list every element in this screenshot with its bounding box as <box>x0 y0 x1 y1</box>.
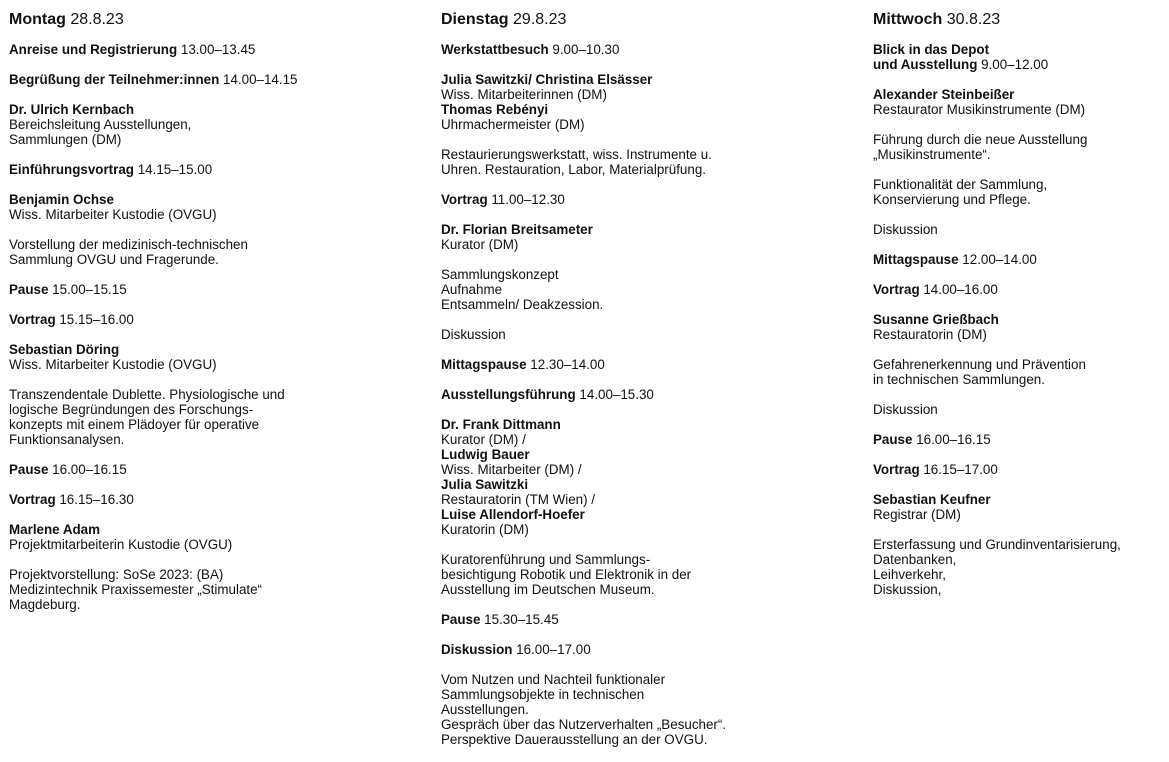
program-line <box>441 492 861 507</box>
program-line-text: 14.00–15.30 <box>575 387 654 402</box>
program-block <box>9 102 429 147</box>
program-line-text: logische Begründungen des Forschungs- <box>9 402 254 417</box>
day-name: Dienstag <box>441 11 509 28</box>
program-line <box>441 507 861 522</box>
program-line-text: Wiss. Mitarbeiterinnen (DM) <box>441 87 607 102</box>
program-line <box>9 492 429 507</box>
program-line-bold: Vortrag <box>9 312 56 327</box>
program-line-bold: Thomas Rebényi <box>441 102 549 117</box>
program-block <box>873 42 1169 72</box>
program-block <box>873 492 1169 522</box>
program-line <box>441 642 861 657</box>
column-monday <box>9 10 429 627</box>
program-line <box>441 282 861 297</box>
program-line <box>9 522 429 537</box>
program-line <box>873 102 1169 117</box>
program-line-text: Transzendentale Dublette. Physiologische und <box>9 387 285 402</box>
program-line <box>441 567 861 582</box>
program-line-bold: Werkstattbesuch <box>441 42 549 57</box>
program-line <box>441 42 861 57</box>
program-line <box>9 192 429 207</box>
program-line-text: Konservierung und Pflege. <box>873 192 1031 207</box>
program-block <box>441 642 861 657</box>
program-line-text: Kuratorenführung und Sammlungs- <box>441 552 651 567</box>
program-line <box>873 282 1169 297</box>
program-block <box>873 282 1169 297</box>
program-line-bold: Dr. Frank Dittmann <box>441 417 561 432</box>
program-line-text: Datenbanken, <box>873 552 957 567</box>
program-line-text: Bereichsleitung Ausstellungen, <box>9 117 192 132</box>
program-block <box>441 222 861 252</box>
program-line <box>873 492 1169 507</box>
program-line-text: Sammlungen (DM) <box>9 132 122 147</box>
program-line <box>873 57 1169 72</box>
program-line <box>441 687 861 702</box>
program-line <box>873 582 1169 597</box>
program-line-text: Wiss. Mitarbeiter (DM) / <box>441 462 582 477</box>
program-line-text: Ausstellungen. <box>441 702 529 717</box>
program-line-text: 11.00–12.30 <box>487 192 565 207</box>
program-line-text: Projektvorstellung: SoSe 2023: (BA) <box>9 567 224 582</box>
column-wednesday <box>873 10 1169 612</box>
program-line <box>441 387 861 402</box>
program-line-text: Kuratorin (DM) <box>441 522 529 537</box>
program-line-text: Diskussion <box>873 402 938 417</box>
program-block <box>873 537 1169 597</box>
program-line-text: Wiss. Mitarbeiter Kustodie (OVGU) <box>9 207 217 222</box>
program-block <box>9 342 429 372</box>
program-line-text: Restauratorin (TM Wien) / <box>441 492 596 507</box>
program-line <box>9 102 429 117</box>
program-line <box>873 222 1169 237</box>
program-line-bold: Mittagspause <box>441 357 527 372</box>
program-block <box>9 162 429 177</box>
program-block <box>9 42 429 57</box>
program-line-text: 16.15–17.00 <box>919 462 998 477</box>
program-line-bold: Vortrag <box>441 192 488 207</box>
program-line-bold: Pause <box>441 612 481 627</box>
column-tuesday <box>441 10 861 762</box>
program-line-bold: Blick in das Depot <box>873 42 990 57</box>
day-heading <box>441 10 861 30</box>
program-line <box>9 237 429 252</box>
program-line <box>9 582 429 597</box>
day-heading <box>873 10 1169 30</box>
program-line-text: 15.30–15.45 <box>480 612 559 627</box>
program-line-text: Perspektive Dauerausstellung an der OVGU. <box>441 732 708 747</box>
program-line-text: 16.00–17.00 <box>512 642 591 657</box>
program-line-bold: Pause <box>873 432 913 447</box>
program-line <box>873 192 1169 207</box>
program-line-text: 12.00–14.00 <box>958 252 1037 267</box>
program-line-bold: Julia Sawitzki <box>441 477 529 492</box>
program-block <box>873 222 1169 237</box>
program-line-text: Funktionsanalysen. <box>9 432 125 447</box>
program-line-text: Magdeburg. <box>9 597 81 612</box>
program-line-text: Gespräch über das Nutzerverhalten „Besucher“. <box>441 717 727 732</box>
program-block <box>9 72 429 87</box>
program-line <box>441 522 861 537</box>
program-line <box>873 327 1169 342</box>
program-line <box>441 147 861 162</box>
program-line-bold: Vortrag <box>873 462 920 477</box>
program-line-text: Diskussion <box>873 222 938 237</box>
program-line <box>873 87 1169 102</box>
program-line <box>441 162 861 177</box>
program-line-text: Entsammeln/ Deakzession. <box>441 297 604 312</box>
program-line <box>441 672 861 687</box>
day-name: Mittwoch <box>873 11 943 28</box>
program-block <box>873 462 1169 477</box>
program-line-text: Uhren. Restauration, Labor, Materialprüfung. <box>441 162 706 177</box>
program-line-text: Vorstellung der medizinisch-technischen <box>9 237 248 252</box>
program-line <box>873 372 1169 387</box>
program-line <box>441 237 861 252</box>
program-line <box>9 162 429 177</box>
program-line-text: 16.00–16.15 <box>48 462 127 477</box>
program-line-bold: Vortrag <box>873 282 920 297</box>
program-line-text: Ersterfassung und Grundinventarisierung, <box>873 537 1121 552</box>
program-block <box>9 522 429 552</box>
program-line <box>873 507 1169 522</box>
program-block <box>9 387 429 447</box>
program-line <box>9 42 429 57</box>
program-line-text: Diskussion <box>441 327 506 342</box>
program-line <box>441 582 861 597</box>
program-block <box>873 402 1169 417</box>
program-line-bold: Anreise und Registrierung <box>9 42 178 57</box>
program-line <box>441 267 861 282</box>
program-line-text: 9.00–12.00 <box>977 57 1049 72</box>
program-line <box>873 402 1169 417</box>
program-line <box>9 417 429 432</box>
program-line-text: in technischen Sammlungen. <box>873 372 1045 387</box>
program-block <box>9 462 429 477</box>
program-line-bold: Ausstellungsführung <box>441 387 576 402</box>
program-line-bold: Luise Allendorf-Hoefer <box>441 507 585 522</box>
program-line <box>9 117 429 132</box>
program-line <box>9 282 429 297</box>
program-line-text: Gefahrenerkennung und Prävention <box>873 357 1086 372</box>
program-line-bold: Susanne Grießbach <box>873 312 999 327</box>
program-block <box>873 177 1169 207</box>
program-line-bold: Sebastian Döring <box>9 342 120 357</box>
program-line-text: Registrar (DM) <box>873 507 961 522</box>
program-line-text: 14.15–15.00 <box>133 162 213 177</box>
program-line-bold: Ludwig Bauer <box>441 447 530 462</box>
program-line <box>9 207 429 222</box>
program-line <box>441 702 861 717</box>
program-line-text: 14.00–14.15 <box>219 72 298 87</box>
day-date: 29.8.23 <box>513 11 567 28</box>
program-line-text: 16.15–16.30 <box>55 492 134 507</box>
program-block <box>873 357 1169 387</box>
program-line <box>9 402 429 417</box>
program-line <box>441 732 861 747</box>
program-block <box>441 327 861 342</box>
program-line-bold: Marlene Adam <box>9 522 101 537</box>
program-line-bold: Vortrag <box>9 492 56 507</box>
program-line <box>873 537 1169 552</box>
program-line <box>441 612 861 627</box>
program-block <box>9 192 429 222</box>
program-block <box>441 42 861 57</box>
program-line <box>873 177 1169 192</box>
program-block <box>441 267 861 312</box>
program-line-bold: Sebastian Keufner <box>873 492 991 507</box>
program-line-text: konzepts mit einem Plädoyer für operative <box>9 417 260 432</box>
program-block <box>9 237 429 267</box>
program-line <box>9 72 429 87</box>
program-line <box>441 432 861 447</box>
program-line-text: besichtigung Robotik und Elektronik in der <box>441 567 692 582</box>
program-line-bold: Dr. Florian Breitsameter <box>441 222 593 237</box>
program-line-bold: Alexander Steinbeißer <box>873 87 1015 102</box>
program-block <box>9 492 429 507</box>
program-block <box>441 357 861 372</box>
program-line-bold: und Ausstellung <box>873 57 978 72</box>
program-line-text: Projektmitarbeiterin Kustodie (OVGU) <box>9 537 233 552</box>
program-line-text: Vom Nutzen und Nachteil funktionaler <box>441 672 666 687</box>
program-line-text: 16.00–16.15 <box>912 432 991 447</box>
program-line <box>441 192 861 207</box>
program-block <box>441 192 861 207</box>
program-line-text: Führung durch die neue Ausstellung <box>873 132 1088 147</box>
program-block <box>441 387 861 402</box>
program-line-bold: Benjamin Ochse <box>9 192 114 207</box>
program-line <box>441 72 861 87</box>
program-line-bold: Mittagspause <box>873 252 959 267</box>
program-block <box>441 147 861 177</box>
program-line-text: Sammlungsobjekte in technischen <box>441 687 645 702</box>
program-line-text: 9.00–10.30 <box>548 42 620 57</box>
program-line <box>441 87 861 102</box>
program-line-text: „Musikinstrumente“. <box>873 147 991 162</box>
program-block <box>873 312 1169 342</box>
program-line <box>9 432 429 447</box>
program-line-bold: Pause <box>9 462 49 477</box>
program-line <box>873 552 1169 567</box>
program-line-bold: Einführungsvortrag <box>9 162 134 177</box>
program-line <box>873 462 1169 477</box>
program-line <box>441 222 861 237</box>
program-block <box>9 567 429 612</box>
program-line-text: Diskussion, <box>873 582 942 597</box>
program-line <box>9 537 429 552</box>
program-line-text: Leihverkehr, <box>873 567 946 582</box>
program-line <box>873 42 1169 57</box>
program-line-text: Kurator (DM) <box>441 237 519 252</box>
program-line-text: Uhrmachermeister (DM) <box>441 117 585 132</box>
program-line <box>441 327 861 342</box>
day-date: 30.8.23 <box>946 11 1001 28</box>
program-line <box>441 357 861 372</box>
program-line-text: Restauratorin (DM) <box>873 327 987 342</box>
program-block <box>873 252 1169 267</box>
program-line-bold: Dr. Ulrich Kernbach <box>9 102 135 117</box>
program-block <box>873 87 1169 117</box>
program-line-bold: Pause <box>9 282 49 297</box>
program-line <box>873 432 1169 447</box>
program-line-bold: Begrüßung der Teilnehmer:innen <box>9 72 220 87</box>
program-line-text: 13.00–13.45 <box>177 42 256 57</box>
program-block <box>441 417 861 537</box>
day-date: 28.8.23 <box>70 11 124 28</box>
program-line <box>9 312 429 327</box>
program-line <box>873 567 1169 582</box>
program-block <box>9 312 429 327</box>
program-line-text: Sammlung OVGU und Fragerunde. <box>9 252 219 267</box>
program-line-text: Medizintechnik Praxissemester „Stimulate“ <box>9 582 263 597</box>
program-block <box>873 432 1169 447</box>
program-line-text: Funktionalität der Sammlung, <box>873 177 1048 192</box>
program-line-text: Ausstellung im Deutschen Museum. <box>441 582 655 597</box>
program-line <box>873 252 1169 267</box>
program-line <box>441 477 861 492</box>
program-line <box>873 147 1169 162</box>
program-line-text: 15.00–15.15 <box>48 282 127 297</box>
program-block <box>873 132 1169 162</box>
program-line-text: Aufnahme <box>441 282 503 297</box>
program-line <box>9 567 429 582</box>
program-line-text: Wiss. Mitarbeiter Kustodie (OVGU) <box>9 357 217 372</box>
program-line <box>873 312 1169 327</box>
program-line <box>9 342 429 357</box>
program-line-text: 12.30–14.00 <box>526 357 605 372</box>
program-line <box>441 117 861 132</box>
day-heading <box>9 10 429 30</box>
program-line <box>441 297 861 312</box>
program-line <box>441 717 861 732</box>
program-line <box>9 252 429 267</box>
program-block <box>441 72 861 132</box>
program-line-bold: Diskussion <box>441 642 513 657</box>
program-line <box>9 357 429 372</box>
program-line <box>873 132 1169 147</box>
program-line-text: Sammlungskonzept <box>441 267 559 282</box>
program-line-text: Restaurator Musikinstrumente (DM) <box>873 102 1086 117</box>
program-line <box>441 462 861 477</box>
day-name: Montag <box>9 11 66 28</box>
program-block <box>9 282 429 297</box>
program-line-bold: Julia Sawitzki/ Christina Elsässer <box>441 72 653 87</box>
program-line <box>9 597 429 612</box>
program-line <box>9 462 429 477</box>
program-block <box>441 552 861 597</box>
program-line <box>9 387 429 402</box>
program-line <box>9 132 429 147</box>
program-line-text: 14.00–16.00 <box>919 282 998 297</box>
program-line <box>873 357 1169 372</box>
program-block <box>441 612 861 627</box>
program-line-text: Restaurierungswerkstatt, wiss. Instrumente u. <box>441 147 712 162</box>
program-line <box>441 552 861 567</box>
program-block <box>441 672 861 747</box>
program-line-text: 15.15–16.00 <box>55 312 134 327</box>
program-line-text: Kurator (DM) / <box>441 432 526 447</box>
program-line <box>441 447 861 462</box>
program-line <box>441 417 861 432</box>
program-line <box>441 102 861 117</box>
